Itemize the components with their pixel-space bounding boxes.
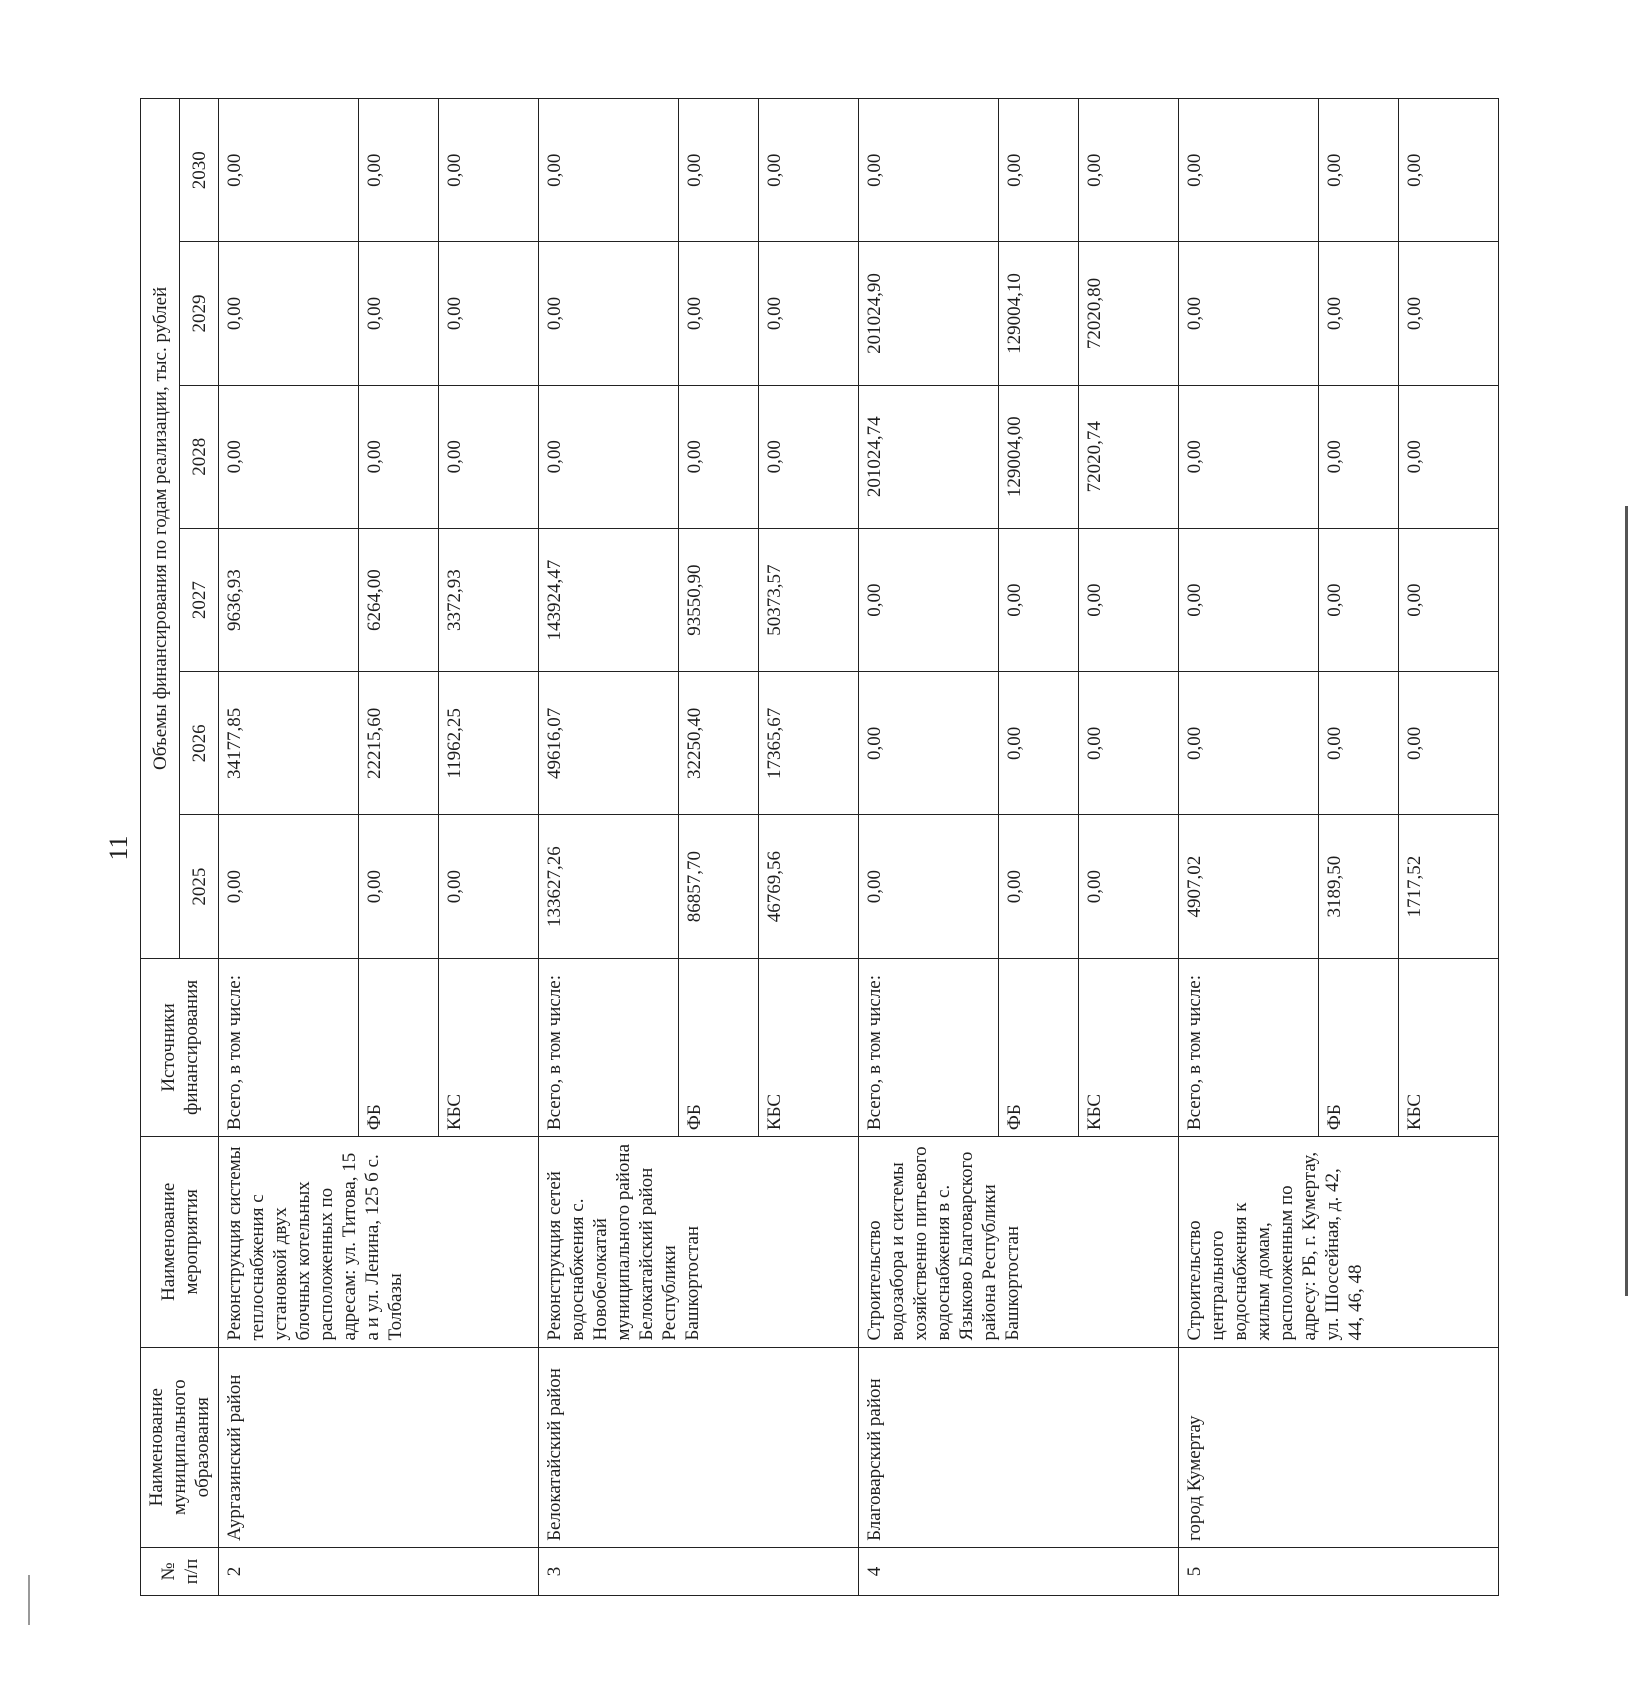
value-cell: 0,00	[359, 99, 439, 242]
value-cell: 0,00	[1319, 672, 1399, 815]
municipality-cell: Благоварский район	[859, 1347, 1179, 1547]
value-cell: 34177,85	[219, 672, 359, 815]
value-cell: 1717,52	[1399, 815, 1499, 958]
value-cell: 0,00	[1179, 242, 1319, 385]
value-cell: 0,00	[859, 528, 999, 671]
source-cell: КБС	[1399, 958, 1499, 1136]
event-cell: Реконструкция системы теплоснабжения с установкой двух блочных котельных расположенных по адресам: ул. Титова, 15 а и ул. Ленина, 125 б с. Толбазы	[219, 1137, 539, 1347]
value-cell: 0,00	[219, 99, 359, 242]
value-cell: 0,00	[999, 528, 1079, 671]
table-row	[859, 99, 999, 1596]
value-cell: 0,00	[1179, 528, 1319, 671]
value-cell: 0,00	[759, 99, 859, 242]
value-cell: 0,00	[1079, 672, 1179, 815]
value-cell: 0,00	[1399, 672, 1499, 815]
value-cell: 0,00	[359, 385, 439, 528]
municipality-cell: Белокатайский район	[539, 1347, 859, 1547]
value-cell: 143924,47	[539, 528, 679, 671]
value-cell: 0,00	[359, 815, 439, 958]
value-cell: 129004,00	[999, 385, 1079, 528]
scan-margin-mark	[28, 1575, 30, 1625]
source-cell: Всего, в том числе:	[219, 958, 359, 1136]
value-cell: 0,00	[359, 242, 439, 385]
header-municipality: Наименование муниципального образования	[141, 1347, 219, 1547]
row-number: 3	[539, 1547, 859, 1595]
event-cell: Строительство центрального водоснабжения к жилым домам, расположенным по адресу: РБ, г. Кумертау, ул. Шоссейная, д. 42, 44, 46, 48	[1179, 1137, 1499, 1347]
value-cell: 0,00	[679, 385, 759, 528]
value-cell: 201024,74	[859, 385, 999, 528]
header-year: 2027	[180, 528, 219, 671]
value-cell: 9636,93	[219, 528, 359, 671]
table-body	[219, 99, 1499, 1596]
municipality-cell: город Кумертау	[1179, 1347, 1499, 1547]
value-cell: 0,00	[679, 242, 759, 385]
value-cell: 0,00	[539, 385, 679, 528]
value-cell: 46769,56	[759, 815, 859, 958]
value-cell: 0,00	[1079, 99, 1179, 242]
value-cell: 0,00	[1319, 528, 1399, 671]
value-cell: 0,00	[999, 815, 1079, 958]
value-cell: 0,00	[439, 242, 539, 385]
value-cell: 0,00	[1079, 815, 1179, 958]
header-year: 2028	[180, 385, 219, 528]
value-cell: 0,00	[539, 99, 679, 242]
row-number: 4	[859, 1547, 1179, 1595]
value-cell: 6264,00	[359, 528, 439, 671]
value-cell: 0,00	[439, 99, 539, 242]
value-cell: 0,00	[219, 815, 359, 958]
header-event: Наименование мероприятия	[141, 1137, 219, 1347]
value-cell: 11962,25	[439, 672, 539, 815]
row-number: 2	[219, 1547, 539, 1595]
value-cell: 3372,93	[439, 528, 539, 671]
value-cell: 0,00	[859, 99, 999, 242]
table-row	[219, 99, 359, 1596]
value-cell: 0,00	[439, 815, 539, 958]
municipality-cell: Аургазинский район	[219, 1347, 539, 1547]
value-cell: 0,00	[1399, 99, 1499, 242]
value-cell: 0,00	[1319, 242, 1399, 385]
financing-table	[140, 98, 1499, 1596]
header-year: 2025	[180, 815, 219, 958]
value-cell: 72020,74	[1079, 385, 1179, 528]
value-cell: 0,00	[859, 672, 999, 815]
value-cell: 0,00	[1179, 672, 1319, 815]
value-cell: 133627,26	[539, 815, 679, 958]
value-cell: 32250,40	[679, 672, 759, 815]
source-cell: ФБ	[359, 958, 439, 1136]
value-cell: 3189,50	[1319, 815, 1399, 958]
event-cell: Реконструкция сетей водоснабжения с. Новобелокатай муниципального района Белокатайский район Республики Башкортостан	[539, 1137, 859, 1347]
value-cell: 0,00	[1179, 99, 1319, 242]
value-cell: 93550,90	[679, 528, 759, 671]
value-cell: 72020,80	[1079, 242, 1179, 385]
event-cell: Строительство водозабора и системы хозяйственно питьевого водоснабжения в с. Языково Благоварского района Республики Башкортостан	[859, 1137, 1179, 1347]
value-cell: 0,00	[1399, 385, 1499, 528]
header-year: 2029	[180, 242, 219, 385]
header-year: 2026	[180, 672, 219, 815]
source-cell: Всего, в том числе:	[1179, 958, 1319, 1136]
value-cell: 0,00	[999, 99, 1079, 242]
value-cell: 17365,67	[759, 672, 859, 815]
value-cell: 0,00	[679, 99, 759, 242]
value-cell: 0,00	[219, 385, 359, 528]
value-cell: 0,00	[1399, 528, 1499, 671]
value-cell: 0,00	[439, 385, 539, 528]
source-cell: КБС	[1079, 958, 1179, 1136]
source-cell: ФБ	[679, 958, 759, 1136]
value-cell: 0,00	[1079, 528, 1179, 671]
value-cell: 0,00	[219, 242, 359, 385]
value-cell: 50373,57	[759, 528, 859, 671]
value-cell: 86857,70	[679, 815, 759, 958]
value-cell: 0,00	[759, 385, 859, 528]
header-row	[141, 99, 180, 1596]
value-cell: 0,00	[999, 672, 1079, 815]
value-cell: 0,00	[1319, 99, 1399, 242]
source-cell: Всего, в том числе:	[539, 958, 679, 1136]
source-cell: КБС	[759, 958, 859, 1136]
header-volumes: Объемы финансирования по годам реализации, тыс. рублей	[141, 99, 180, 959]
page-number: 11	[104, 835, 133, 861]
value-cell: 129004,10	[999, 242, 1079, 385]
value-cell: 0,00	[859, 815, 999, 958]
value-cell: 0,00	[1179, 385, 1319, 528]
value-cell: 201024,90	[859, 242, 999, 385]
value-cell: 0,00	[539, 242, 679, 385]
value-cell: 4907,02	[1179, 815, 1319, 958]
source-cell: КБС	[439, 958, 539, 1136]
source-cell: ФБ	[1319, 958, 1399, 1136]
header-number: № п/п	[141, 1547, 219, 1595]
header-source: Источники финансирования	[141, 958, 219, 1136]
table-row	[539, 99, 679, 1596]
header-year: 2030	[180, 99, 219, 242]
source-cell: Всего, в том числе:	[859, 958, 999, 1136]
value-cell: 22215,60	[359, 672, 439, 815]
value-cell: 0,00	[759, 242, 859, 385]
value-cell: 0,00	[1399, 242, 1499, 385]
source-cell: ФБ	[999, 958, 1079, 1136]
value-cell: 0,00	[1319, 385, 1399, 528]
value-cell: 49616,07	[539, 672, 679, 815]
row-number: 5	[1179, 1547, 1499, 1595]
table-row	[1179, 99, 1319, 1596]
